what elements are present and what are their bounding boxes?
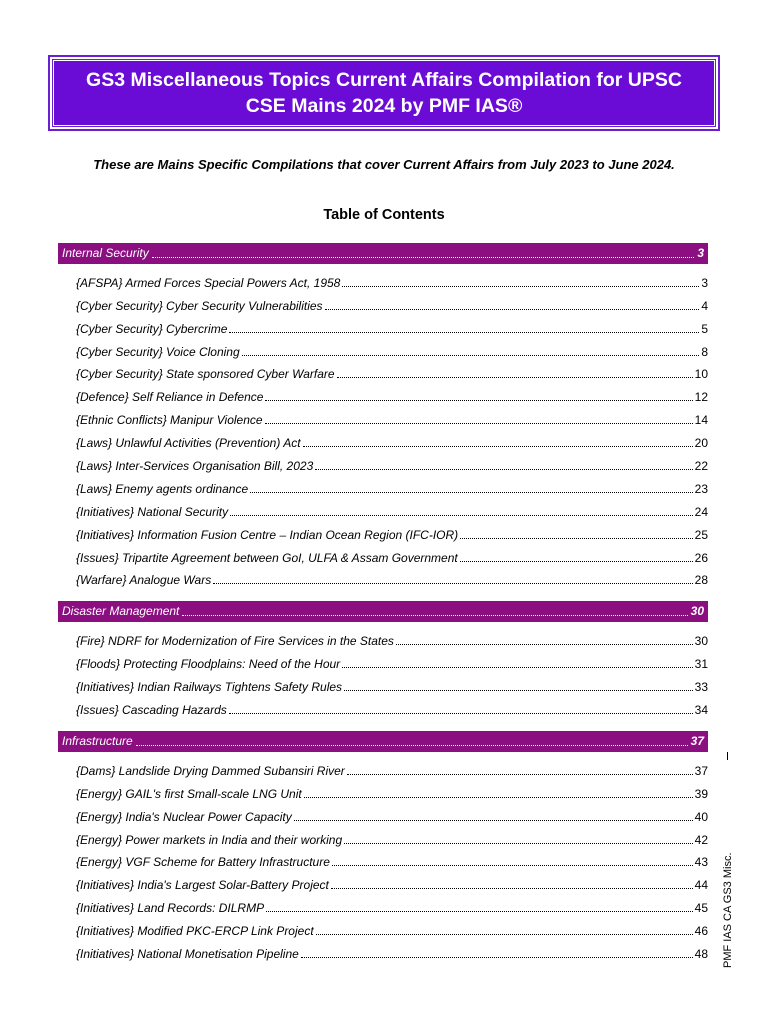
toc-entry-page: 33	[694, 680, 708, 695]
dot-leader	[342, 286, 699, 287]
toc-entry-title: {Cyber Security} Cybercrime	[76, 321, 228, 336]
toc-entry[interactable]	[58, 780, 708, 803]
toc-section-row[interactable]	[58, 731, 708, 752]
toc-entry-page: 28	[694, 573, 708, 588]
dot-leader	[301, 957, 693, 958]
toc-entry-page: 4	[701, 298, 708, 313]
toc-entry[interactable]	[58, 871, 708, 894]
toc-entry-title: {Initiatives} Indian Railways Tightens Safety Rules	[76, 680, 343, 695]
dot-leader	[303, 446, 693, 447]
toc-entry-page: 34	[694, 703, 708, 718]
toc-entry-page: 39	[694, 786, 708, 801]
dot-leader	[213, 583, 692, 584]
toc-section-title: Internal Security	[62, 246, 149, 260]
toc-entry-title: {Issues} Cascading Hazards	[76, 703, 227, 718]
toc-entry-page: 45	[694, 901, 708, 916]
toc-entry-page: 20	[694, 436, 708, 451]
toc-entry-page: 22	[694, 459, 708, 474]
toc-entry-title: {Laws} Enemy agents ordinance	[76, 481, 249, 496]
dot-leader	[342, 667, 692, 668]
toc-entry[interactable]	[58, 650, 708, 673]
toc-entry-title: {Warfare} Analogue Wars	[76, 573, 212, 588]
toc-entry[interactable]	[58, 849, 708, 872]
toc-entry-title: {Dams} Landslide Drying Dammed Subansiri River	[76, 763, 345, 778]
toc-entry-page: 30	[694, 634, 708, 649]
dot-leader	[460, 561, 693, 562]
dot-leader	[331, 888, 693, 889]
toc-section-page: 30	[690, 604, 704, 619]
toc-entry-title: {AFSPA} Armed Forces Special Powers Act, 1958	[76, 275, 341, 290]
toc-entry-page: 3	[701, 275, 708, 290]
dot-leader	[152, 257, 695, 258]
toc-section-page: 37	[690, 734, 704, 749]
table-of-contents	[58, 243, 708, 975]
toc-entry[interactable]	[58, 917, 708, 940]
dot-leader	[294, 820, 693, 821]
dot-leader	[325, 309, 700, 310]
dot-leader	[250, 492, 693, 493]
toc-entry-page: 23	[694, 481, 708, 496]
toc-entry-title: {Cyber Security} State sponsored Cyber Warfare	[76, 367, 335, 382]
dot-leader	[229, 713, 693, 714]
toc-entry-page: 48	[694, 947, 708, 962]
dot-leader	[265, 423, 693, 424]
title-banner	[53, 60, 715, 126]
toc-entry[interactable]	[58, 696, 708, 719]
toc-entry-title: {Issues} Tripartite Agreement between GoI, ULFA & Assam Government	[76, 550, 458, 565]
toc-entry[interactable]	[58, 627, 708, 650]
toc-entry[interactable]	[58, 567, 708, 590]
document-subtitle: These are Mains Specific Compilations that cover Current Affairs from July 2023 to June 2024.	[93, 157, 675, 172]
dot-leader	[332, 865, 693, 866]
side-label: PMF IAS CA GS3 Misc.	[722, 852, 734, 968]
toc-entry-page: 43	[694, 855, 708, 870]
toc-entry-title: {Laws} Inter-Services Organisation Bill, 2023	[76, 459, 314, 474]
dot-leader	[316, 934, 693, 935]
toc-entry-page: 42	[694, 832, 708, 847]
dot-leader	[337, 377, 693, 378]
dot-leader	[266, 911, 693, 912]
toc-entry-page: 25	[694, 527, 708, 542]
toc-entry-title: {Floods} Protecting Floodplains: Need of the Hour	[76, 657, 341, 672]
toc-entry-page: 46	[694, 924, 708, 939]
toc-entry-page: 12	[694, 390, 708, 405]
dot-leader	[265, 400, 692, 401]
toc-entry-title: {Initiatives} India's Largest Solar-Battery Project	[76, 878, 329, 893]
toc-entry-page: 24	[694, 504, 708, 519]
toc-entry-title: {Initiatives} Modified PKC-ERCP Link Project	[76, 924, 314, 939]
dot-leader	[344, 690, 693, 691]
toc-entry-page: 44	[694, 878, 708, 893]
toc-section-group	[58, 731, 708, 963]
dot-leader	[136, 745, 688, 746]
toc-entry-title: {Laws} Unlawful Activities (Prevention) Act	[76, 436, 301, 451]
toc-entry-title: {Initiatives} Land Records: DILRMP	[76, 901, 265, 916]
toc-entry[interactable]	[58, 673, 708, 696]
toc-entry[interactable]	[58, 452, 708, 475]
toc-section-title: Disaster Management	[62, 604, 180, 619]
toc-heading: Table of Contents	[323, 207, 445, 223]
toc-entry[interactable]	[58, 826, 708, 849]
toc-entry[interactable]	[58, 361, 708, 384]
toc-entry-title: {Cyber Security} Voice Cloning	[76, 344, 240, 359]
toc-entry[interactable]	[58, 521, 708, 544]
toc-entry-title: {Energy} VGF Scheme for Battery Infrastructure	[76, 855, 330, 870]
toc-entry-page: 40	[694, 809, 708, 824]
toc-entry[interactable]	[58, 940, 708, 963]
title-box	[48, 55, 720, 131]
dot-leader	[344, 843, 693, 844]
toc-section-row[interactable]	[58, 601, 708, 622]
toc-entry-page: 8	[701, 344, 708, 359]
toc-section-group	[58, 601, 708, 719]
toc-section-group	[58, 243, 708, 589]
toc-section-title: Infrastructure	[62, 734, 133, 749]
dot-leader	[315, 469, 692, 470]
toc-entry-title: {Initiatives} National Monetisation Pipeline	[76, 947, 299, 962]
dot-leader	[347, 774, 693, 775]
dot-leader	[396, 644, 693, 645]
dot-leader	[229, 332, 699, 333]
dot-leader	[182, 615, 687, 616]
toc-entry-title: {Energy} Power markets in India and their working	[76, 832, 343, 847]
toc-entry-page: 14	[694, 413, 708, 428]
toc-entry[interactable]	[58, 803, 708, 826]
toc-entry[interactable]	[58, 894, 708, 917]
side-page-mark	[727, 752, 728, 760]
toc-entry-title: {Energy} GAIL's first Small-scale LNG Unit	[76, 786, 302, 801]
document-title: GS3 Miscellaneous Topics Current Affairs Compilation for UPSC CSE Mains 2024 by PMF IAS®	[86, 69, 682, 117]
toc-entry-page: 26	[694, 550, 708, 565]
toc-entry[interactable]	[58, 406, 708, 429]
toc-entry-title: {Fire} NDRF for Modernization of Fire Services in the States	[76, 634, 394, 649]
toc-entry-page: 37	[694, 763, 708, 778]
toc-entry[interactable]	[58, 338, 708, 361]
toc-entry-page: 10	[694, 367, 708, 382]
toc-entry-title: {Defence} Self Reliance in Defence	[76, 390, 264, 405]
toc-entry[interactable]	[58, 757, 708, 780]
toc-entry[interactable]	[58, 475, 708, 498]
toc-entry-page: 31	[694, 657, 708, 672]
toc-entry-title: {Energy} India's Nuclear Power Capacity	[76, 809, 292, 824]
toc-entry[interactable]	[58, 269, 708, 292]
toc-entry-title: {Initiatives} Information Fusion Centre – Indian Ocean Region (IFC-IOR)	[76, 527, 459, 542]
toc-entry[interactable]	[58, 429, 708, 452]
toc-entry[interactable]	[58, 544, 708, 567]
dot-leader	[230, 515, 693, 516]
toc-entry[interactable]	[58, 498, 708, 521]
toc-entry[interactable]	[58, 383, 708, 406]
dot-leader	[242, 355, 700, 356]
dot-leader	[460, 538, 692, 539]
toc-entry-title: {Initiatives} National Security	[76, 504, 229, 519]
toc-entry-page: 5	[701, 321, 708, 336]
toc-section-row[interactable]	[58, 243, 708, 264]
toc-entry[interactable]	[58, 315, 708, 338]
toc-entry[interactable]	[58, 292, 708, 315]
toc-entry-title: {Cyber Security} Cyber Security Vulnerabilities	[76, 298, 323, 313]
dot-leader	[304, 797, 693, 798]
toc-section-page: 3	[697, 246, 704, 260]
toc-entry-title: {Ethnic Conflicts} Manipur Violence	[76, 413, 263, 428]
